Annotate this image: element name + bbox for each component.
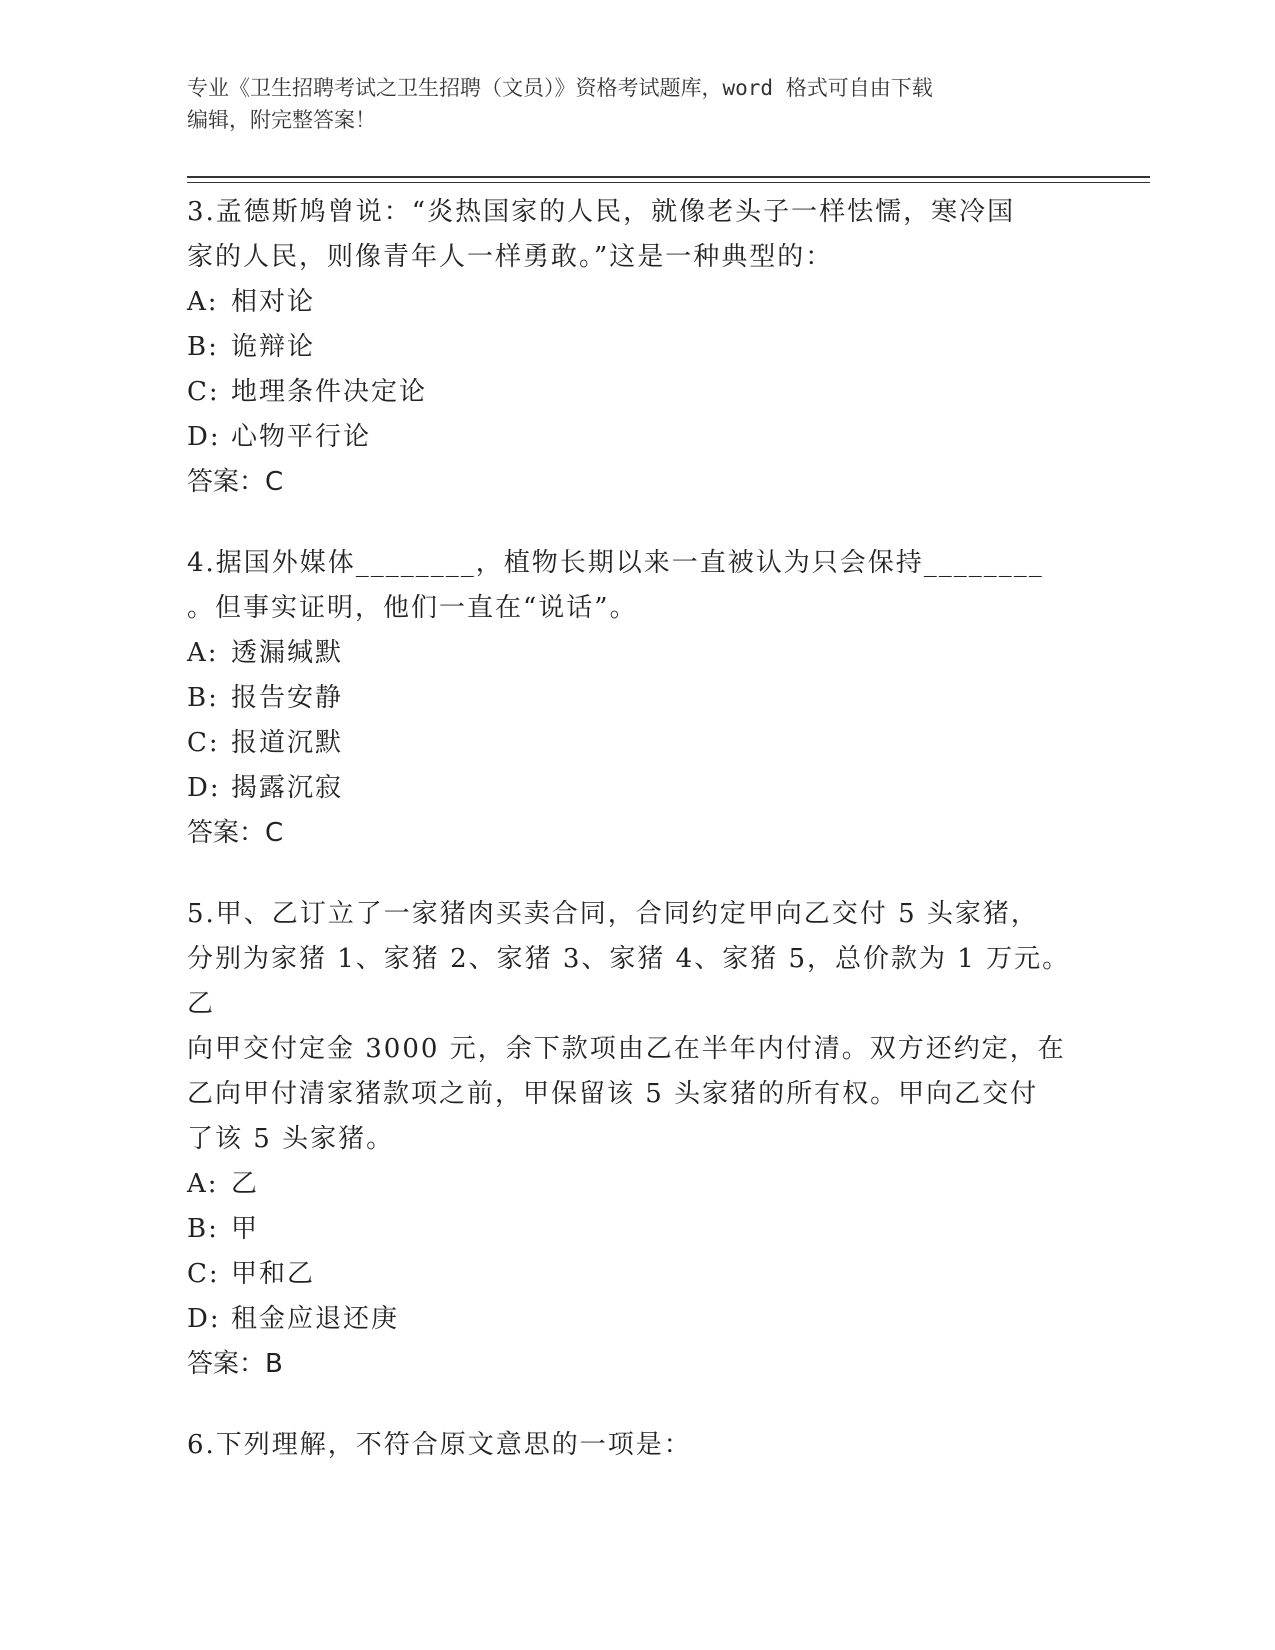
question-list <box>187 190 1087 1504</box>
question-5 <box>187 892 1087 1387</box>
question-stem-line: 向甲交付定金 3000 元，余下款项由乙在半年内付清。双方还约定，在 <box>187 1034 1066 1064</box>
option-key: B: <box>187 1214 219 1244</box>
option-text: 透漏缄默 <box>231 638 344 668</box>
option-a <box>187 280 1087 325</box>
header-divider-thick <box>187 176 1150 178</box>
answer-line: 答案：B <box>187 1349 283 1379</box>
option-text: 甲和乙 <box>231 1259 316 1289</box>
question-stem-line: 乙向甲付清家猪款项之前，甲保留该 5 头家猪的所有权。甲向乙交付 <box>187 1079 1039 1109</box>
option-d <box>187 415 1087 460</box>
option-text: 甲 <box>231 1214 260 1244</box>
option-key: D: <box>187 773 221 803</box>
question-stem-line: 了该 5 头家猪。 <box>187 1124 395 1154</box>
option-key: B: <box>187 683 219 713</box>
option-b <box>187 1207 1087 1252</box>
option-text: 报道沉默 <box>231 728 344 758</box>
option-text: 地理条件决定论 <box>231 377 428 407</box>
option-key: A: <box>187 1169 219 1199</box>
question-stem-line: 6.下列理解，不符合原文意思的一项是： <box>187 1430 692 1460</box>
question-stem-line: 。但事实证明，他们一直在“说话”。 <box>187 593 638 623</box>
option-a <box>187 631 1087 676</box>
option-c <box>187 721 1087 766</box>
option-c <box>187 370 1087 415</box>
header-line-1: 专业《卫生招聘考试之卫生招聘（文员）》资格考试题库，word 格式可自由下载 <box>187 76 933 100</box>
option-key: A: <box>187 287 219 317</box>
option-text: 心物平行论 <box>231 422 372 452</box>
question-stem-line: 3.孟德斯鸠曾说：“炎热国家的人民，就像老头子一样怯懦，寒冷国 <box>187 197 1016 227</box>
question-6 <box>187 1423 1087 1468</box>
question-4 <box>187 541 1087 856</box>
answer-line: 答案：C <box>187 467 284 497</box>
option-d <box>187 766 1087 811</box>
question-stem-line: 家的人民，则像青年人一样勇敢。”这是一种典型的： <box>187 242 834 272</box>
question-stem-line: 5.甲、乙订立了一家猪肉买卖合同，合同约定甲向乙交付 5 头家猪， <box>187 899 1039 929</box>
option-text: 乙 <box>231 1169 260 1199</box>
option-key: A: <box>187 638 219 668</box>
option-d <box>187 1297 1087 1342</box>
option-text: 诡辩论 <box>231 332 316 362</box>
answer-line: 答案：C <box>187 818 284 848</box>
option-text: 租金应退还庚 <box>231 1304 400 1334</box>
question-stem-line: 4.据国外媒体________，植物长期以来一直被认为只会保持________ <box>187 548 1044 578</box>
option-a <box>187 1162 1087 1207</box>
option-key: B: <box>187 332 219 362</box>
document-header <box>187 72 1087 136</box>
option-key: C: <box>187 1259 220 1289</box>
option-text: 报告安静 <box>231 683 344 713</box>
header-line-2: 编辑，附完整答案！ <box>187 108 376 132</box>
option-text: 相对论 <box>231 287 316 317</box>
question-3 <box>187 190 1087 505</box>
option-b <box>187 325 1087 370</box>
option-c <box>187 1252 1087 1297</box>
question-stem-line: 分别为家猪 1、家猪 2、家猪 3、家猪 4、家猪 5，总价款为 1 万元。乙 <box>187 944 1071 1019</box>
option-key: D: <box>187 1304 221 1334</box>
option-key: C: <box>187 377 220 407</box>
header-divider-thin <box>187 182 1150 183</box>
option-b <box>187 676 1087 721</box>
option-key: C: <box>187 728 220 758</box>
option-text: 揭露沉寂 <box>231 773 344 803</box>
option-key: D: <box>187 422 221 452</box>
